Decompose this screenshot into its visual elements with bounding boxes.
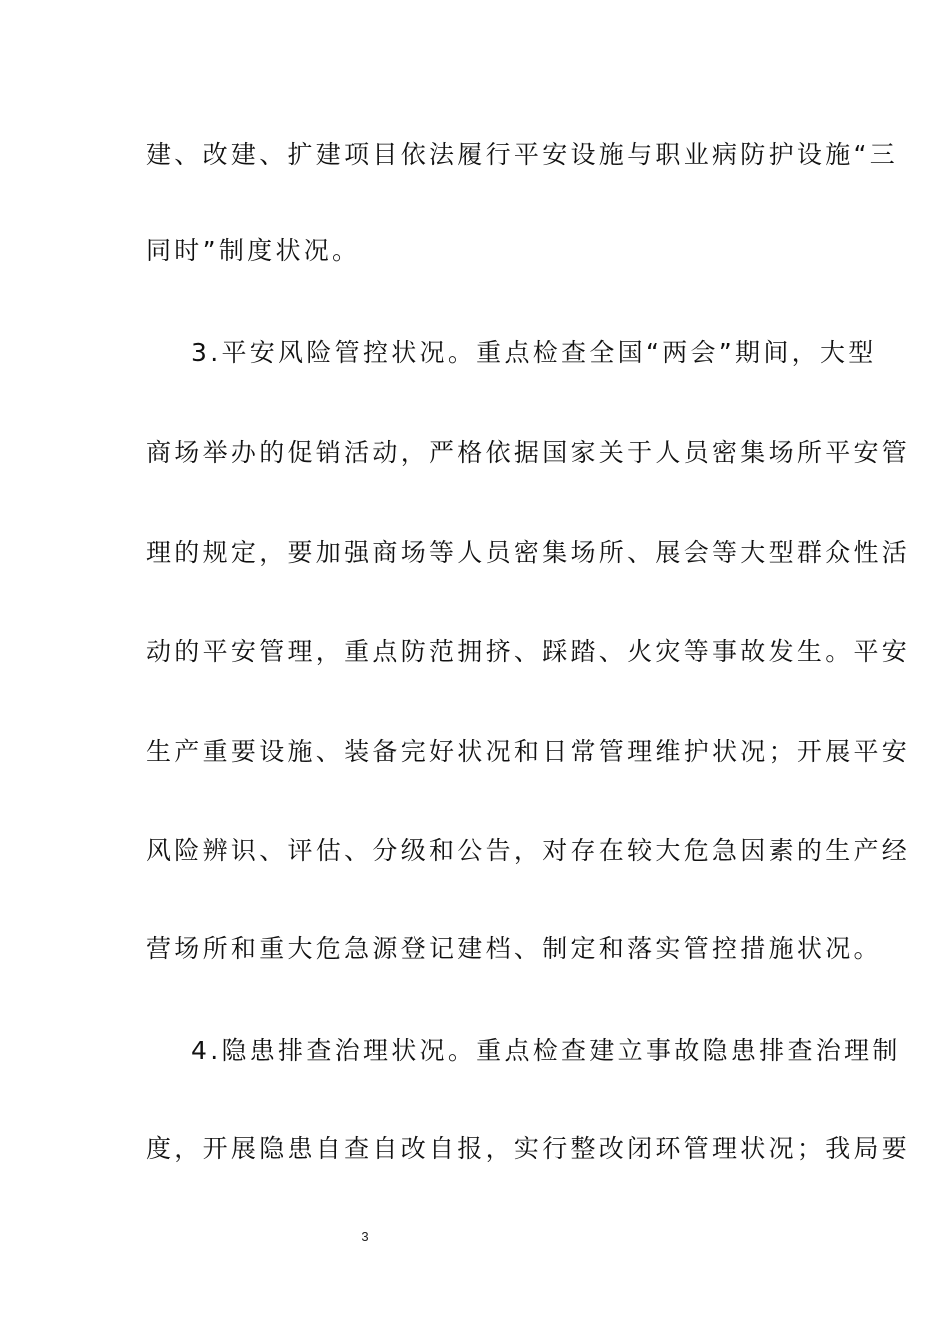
text-line-3: 3.平安风险管控状况。重点检查全国“两会”期间，大型 [191, 338, 877, 367]
text-line-11: 度，开展隐患自查自改自报，实行整改闭环管理状况；我局要 [146, 1134, 911, 1163]
text-line-4: 商场举办的促销活动，严格依据国家关于人员密集场所平安管 [146, 438, 911, 467]
page-number: 3 [361, 1229, 369, 1244]
text-line-7: 生产重要设施、装备完好状况和日常管理维护状况；开展平安 [146, 737, 911, 766]
text-line-10: 4.隐患排查治理状况。重点检查建立事故隐患排查治理制 [191, 1036, 901, 1065]
text-line-2: 同时”制度状况。 [146, 236, 361, 265]
text-line-1: 建、改建、扩建项目依法履行平安设施与职业病防护设施“三 [146, 140, 899, 169]
text-line-9: 营场所和重大危急源登记建档、制定和落实管控措施状况。 [146, 934, 882, 963]
text-line-5: 理的规定，要加强商场等人员密集场所、展会等大型群众性活 [146, 538, 911, 567]
text-line-8: 风险辨识、评估、分级和公告，对存在较大危急因素的生产经 [146, 836, 911, 865]
text-line-6: 动的平安管理，重点防范拥挤、踩踏、火灾等事故发生。平安 [146, 637, 911, 666]
